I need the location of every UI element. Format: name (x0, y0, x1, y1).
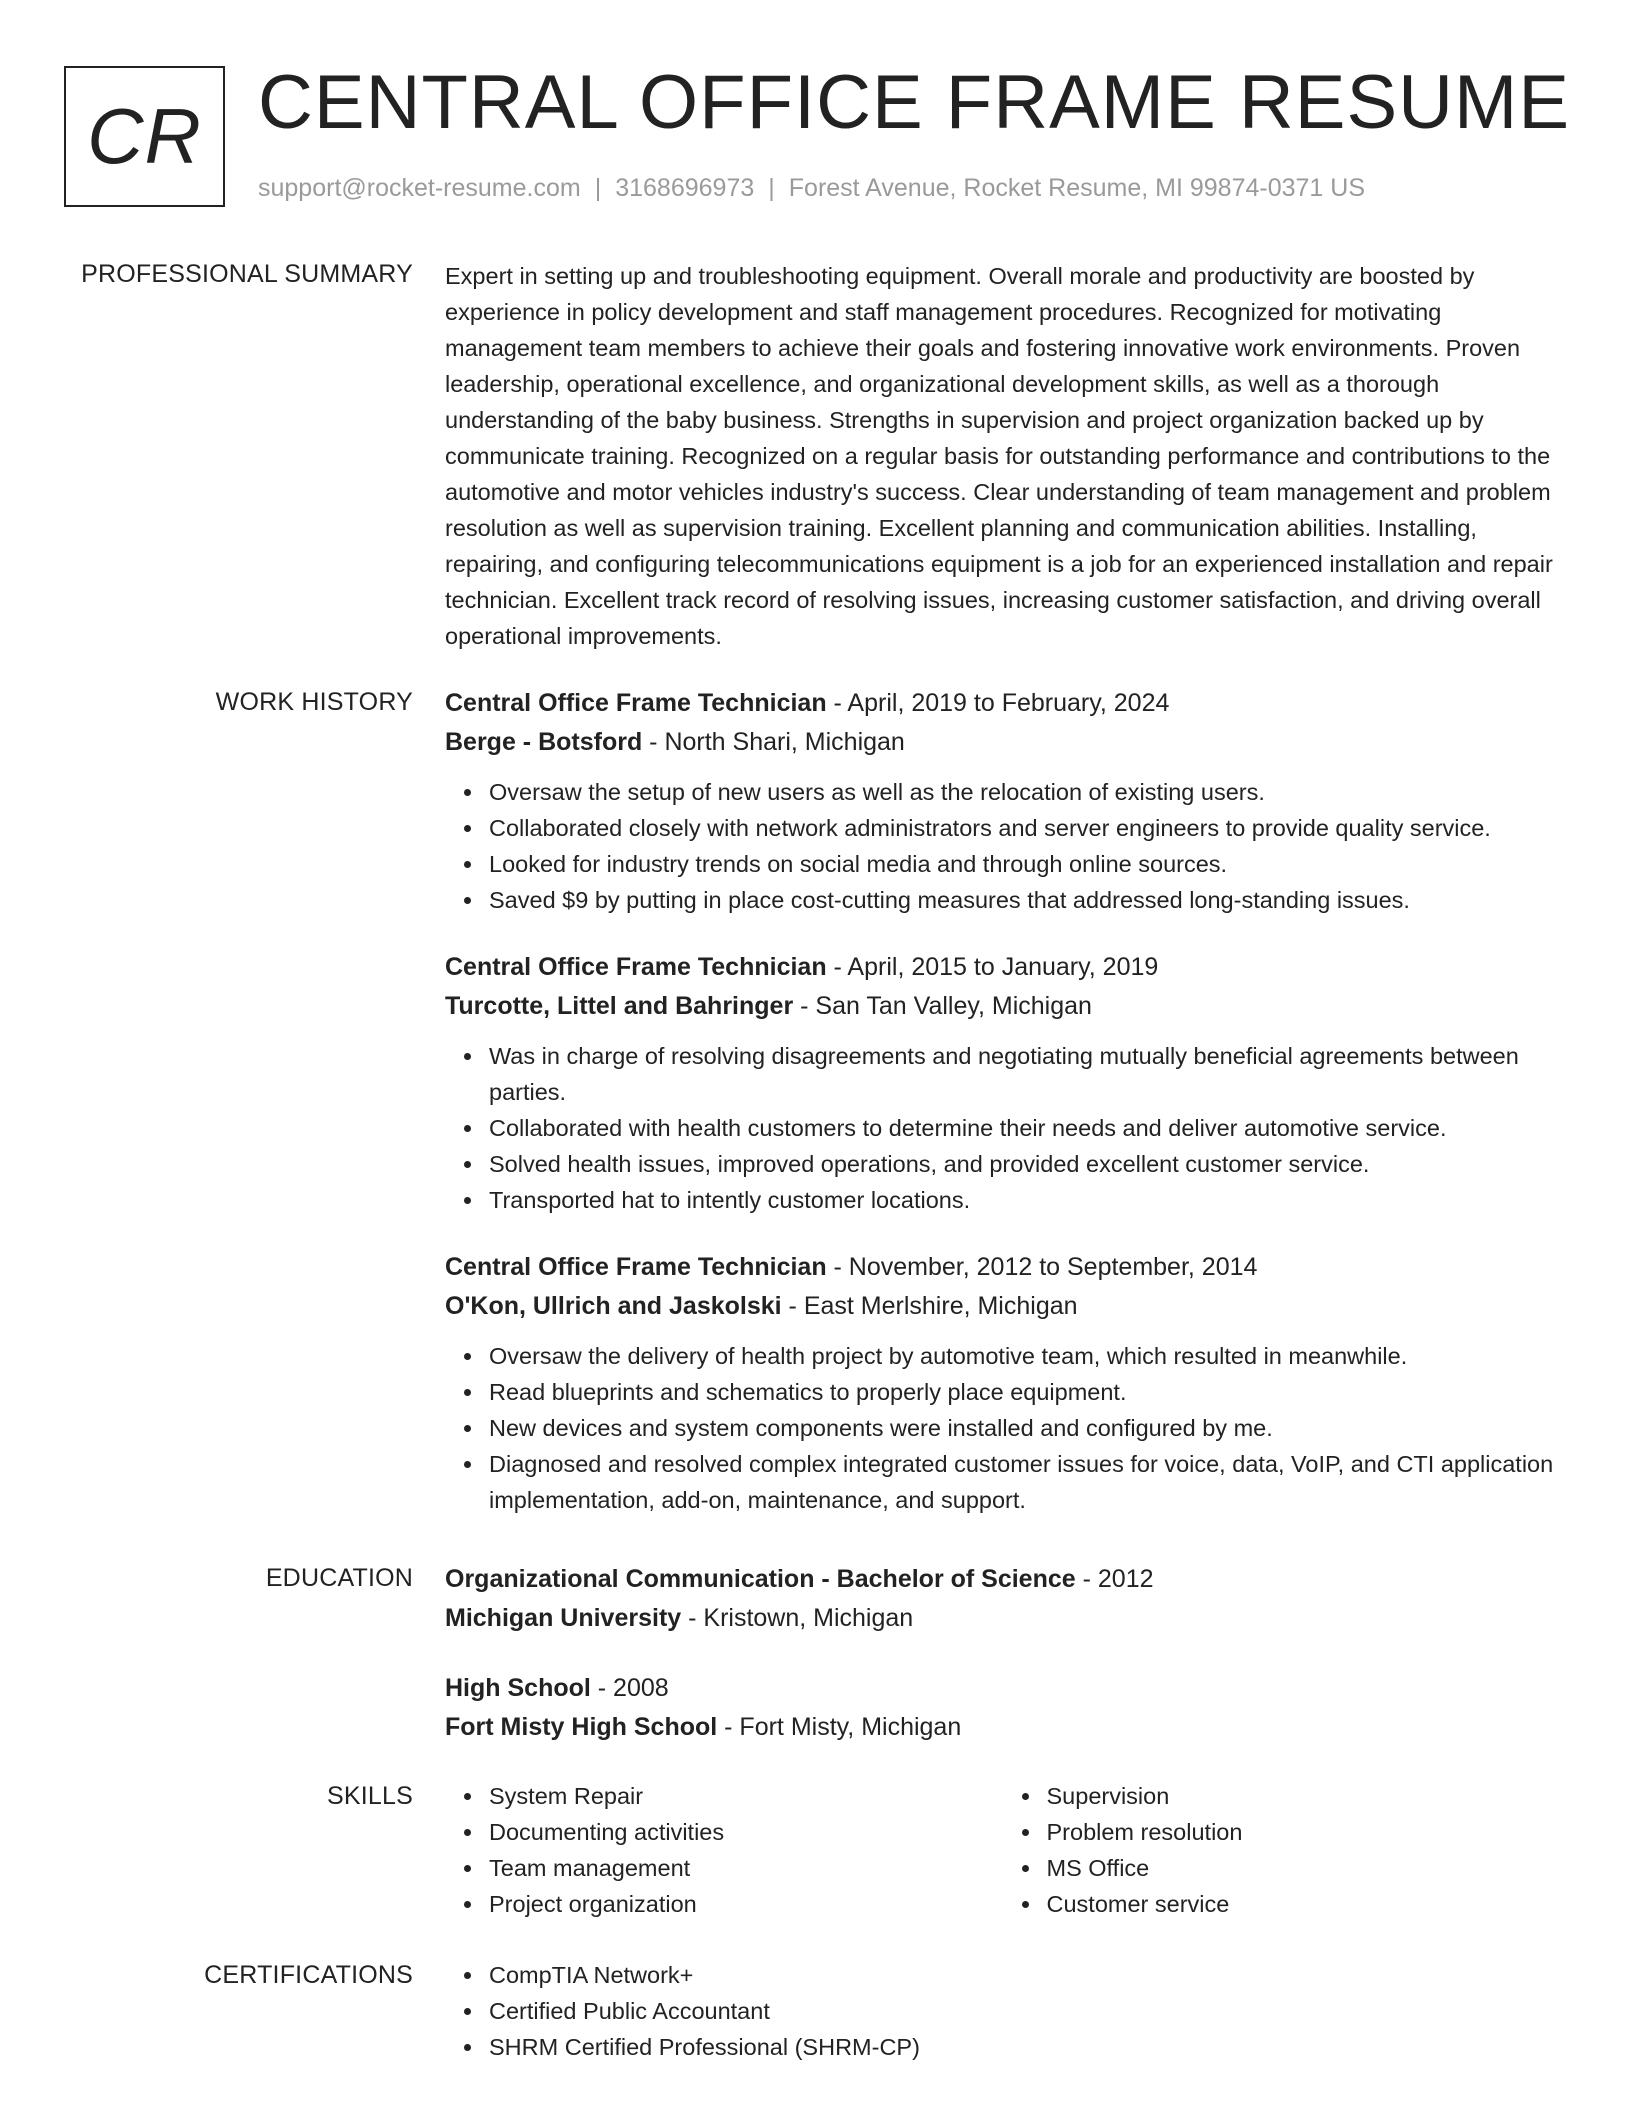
education-entry (445, 1560, 1560, 1638)
education-year: - 2008 (590, 1674, 669, 1702)
section-label-work-history: WORK HISTORY (215, 688, 413, 716)
section-label-summary: PROFESSIONAL SUMMARY (81, 260, 413, 288)
education-year: - 2012 (1075, 1565, 1154, 1593)
list-item: Transported hat to intently customer locations. (489, 1182, 1560, 1218)
skill-item: Customer service (1047, 1886, 1561, 1922)
resume-title: CENTRAL OFFICE FRAME RESUME (258, 60, 1571, 145)
work-history-body (445, 684, 1560, 1518)
list-item: New devices and system components were installed and configured by me. (489, 1410, 1560, 1446)
certification-item: Certified Public Accountant (489, 1993, 1560, 2029)
job-company: Turcotte, Littel and Bahringer (445, 992, 794, 1020)
education-degree-line (445, 1669, 1560, 1708)
section-label-skills: SKILLS (327, 1782, 413, 1810)
certification-item: SHRM Certified Professional (SHRM-CP) (489, 2029, 1560, 2065)
job-entry (445, 948, 1560, 1218)
job-title-line (445, 684, 1560, 723)
list-item: Collaborated with health customers to determine their needs and deliver automotive service. (489, 1110, 1560, 1146)
monogram-initials: CR (87, 92, 202, 180)
job-company-line (445, 987, 1560, 1026)
summary-body (445, 258, 1560, 654)
certifications-body (445, 1957, 1560, 2065)
section-label-education: EDUCATION (265, 1564, 413, 1592)
education-school: Fort Misty High School (445, 1713, 718, 1741)
job-dates: - November, 2012 to September, 2014 (826, 1253, 1258, 1281)
list-item: Looked for industry trends on social media and through online sources. (489, 846, 1560, 882)
job-dates: - April, 2019 to February, 2024 (826, 689, 1170, 717)
list-item: Read blueprints and schematics to properly place equipment. (489, 1374, 1560, 1410)
education-location: - Fort Misty, Michigan (717, 1713, 962, 1741)
contact-email: support@rocket-resume.com (258, 174, 581, 202)
education-location: - Kristown, Michigan (681, 1604, 914, 1632)
job-bullets (445, 1038, 1560, 1218)
list-item: Solved health issues, improved operations, and provided excellent customer service. (489, 1146, 1560, 1182)
job-entry (445, 684, 1560, 918)
education-body (445, 1560, 1560, 1747)
skill-item: System Repair (489, 1778, 1003, 1814)
list-item: Collaborated closely with network administrators and server engineers to provide quality service. (489, 810, 1560, 846)
job-entry (445, 1248, 1560, 1518)
job-company-line (445, 1287, 1560, 1326)
education-degree-line (445, 1560, 1560, 1599)
certification-item: CompTIA Network+ (489, 1957, 1560, 1993)
job-company: O'Kon, Ullrich and Jaskolski (445, 1292, 782, 1320)
education-school-line (445, 1599, 1560, 1638)
contact-address: Forest Avenue, Rocket Resume, MI 99874-0371 US (788, 174, 1365, 202)
job-title-line (445, 948, 1560, 987)
skills-list-left (445, 1778, 1003, 1922)
list-item: Was in charge of resolving disagreements and negotiating mutually beneficial agreements between parties. (489, 1038, 1560, 1110)
contact-line (258, 174, 1365, 203)
certifications-list (445, 1957, 1560, 2065)
skill-item: Team management (489, 1850, 1003, 1886)
list-item: Oversaw the delivery of health project by automotive team, which resulted in meanwhile. (489, 1338, 1560, 1374)
list-item: Saved $9 by putting in place cost-cutting measures that addressed long-standing issues. (489, 882, 1560, 918)
list-item: Diagnosed and resolved complex integrated customer issues for voice, data, VoIP, and CTI application implementation, add-on, maintenance, and support. (489, 1446, 1560, 1518)
skill-item: Problem resolution (1047, 1814, 1561, 1850)
job-title: Central Office Frame Technician (445, 953, 827, 981)
job-location: - East Merlshire, Michigan (781, 1292, 1078, 1320)
education-school: Michigan University (445, 1604, 682, 1632)
list-item: Oversaw the setup of new users as well as the relocation of existing users. (489, 774, 1560, 810)
education-entry (445, 1669, 1560, 1747)
skill-item: MS Office (1047, 1850, 1561, 1886)
skills-body (445, 1778, 1560, 1922)
monogram-badge (64, 66, 225, 207)
contact-separator: | (768, 174, 775, 202)
skill-item: Project organization (489, 1886, 1003, 1922)
skill-item: Documenting activities (489, 1814, 1003, 1850)
contact-phone: 3168696973 (615, 174, 755, 202)
contact-separator: | (594, 174, 602, 202)
education-school-line (445, 1708, 1560, 1747)
job-title: Central Office Frame Technician (445, 689, 827, 717)
job-title-line (445, 1248, 1560, 1287)
job-title: Central Office Frame Technician (445, 1253, 827, 1281)
job-location: - San Tan Valley, Michigan (793, 992, 1092, 1020)
education-degree: Organizational Communication - Bachelor of Science (445, 1565, 1076, 1593)
job-company: Berge - Botsford (445, 728, 643, 756)
summary-text: Expert in setting up and troubleshooting equipment. Overall morale and productivity are boosted by experience in policy development and staff management procedures. Recognized for motivating management team members to achieve their goals and fostering innovative work environments. Proven leadership, operational excellence, and organizational development skills, as well as a thorough understanding of the baby business. Strengths in supervision and project organization backed up by communicate training. Recognized on a regular basis for outstanding performance and contributions to the automotive and motor vehicles industry's success. Clear understanding of team management and problem resolution as well as supervision training. Excellent planning and communication abilities. Installing, repairing, and configuring telecommunications equipment is a job for an experienced installation and repair technician. Excellent track record of resolving issues, increasing customer satisfaction, and driving overall operational improvements. (445, 263, 1553, 649)
job-bullets (445, 774, 1560, 918)
skill-item: Supervision (1047, 1778, 1561, 1814)
job-bullets (445, 1338, 1560, 1518)
education-degree: High School (445, 1674, 591, 1702)
job-dates: - April, 2015 to January, 2019 (826, 953, 1159, 981)
job-company-line (445, 723, 1560, 762)
skills-list-right (1003, 1778, 1561, 1922)
job-location: - North Shari, Michigan (642, 728, 905, 756)
section-label-certifications: CERTIFICATIONS (204, 1961, 413, 1989)
skills-columns (445, 1778, 1560, 1922)
